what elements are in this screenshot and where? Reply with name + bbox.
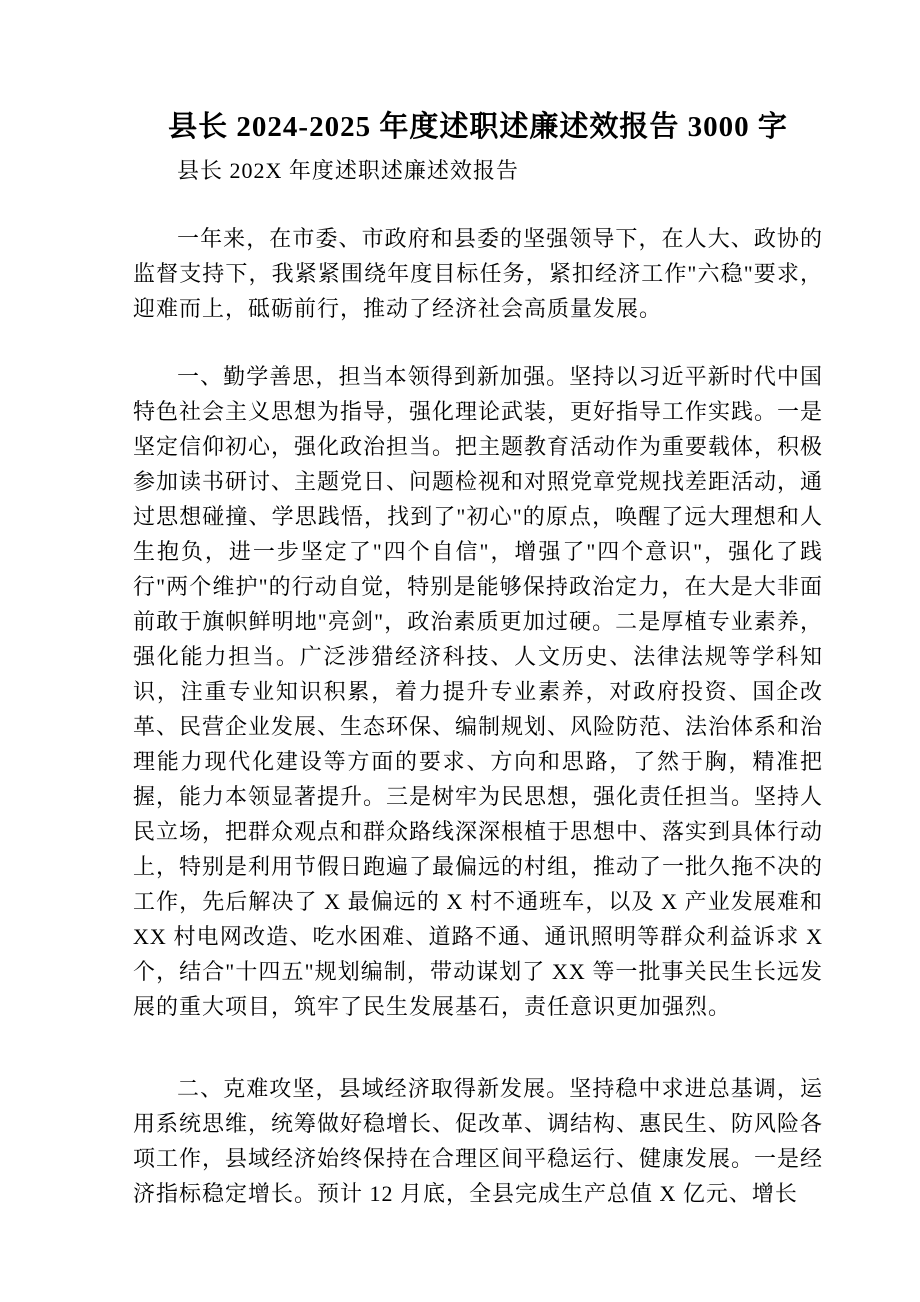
- page-title: 县长 2024-2025 年度述职述廉述效报告 3000 字: [168, 111, 788, 143]
- paragraph-section-1: 一、勤学善思，担当本领得到新加强。坚持以习近平新时代中国特色社会主义思想为指导，强化理论武装，更好指导工作实践。一是坚定信仰初心，强化政治担当。把主题教育活动作为重要载体，积极参加读书研讨、主题党日、问题检视和对照党章党规找差距活动，通过思想碰撞、学思践悟，找到了"初心"的原点，唤醒了远大理想和人生抱负，进一步坚定了"四个自信"，增强了"四个意识"，强化了践行"两个维护"的行动自觉，特别是能够保持政治定力，在大是大非面前敢于旗帜鲜明地"亮剑"，政治素质更加过硬。二是厚植专业素养，强化能力担当。广泛涉猎经济科技、人文历史、法律法规等学科知识，注重专业知识积累，着力提升专业素养，对政府投资、国企改革、民营企业发展、生态环保、编制规划、风险防范、法治体系和治理能力现代化建设等方面的要求、方向和思路，了然于胸，精准把握，能力本领显著提升。三是树牢为民思想，强化责任担当。坚持人民立场，把群众观点和群众路线深深根植于思想中、落实到具体行动上，特别是利用节假日跑遍了最偏远的村组，推动了一批久拖不决的工作，先后解决了 X 最偏远的 X 村不通班车，以及 X 产业发展难和 XX 村电网改造、吃水困难、道路不通、通讯照明等群众利益诉求 X 个，结合"十四五"规划编制，带动谋划了 XX 等一批事关民生长远发展的重大项目，筑牢了民生发展基石，责任意识更加强烈。: [133, 364, 824, 1019]
- document-subtitle: 县长 202X 年度述职述廉述效报告: [177, 158, 519, 183]
- paragraph-section-2: 二、克难攻坚，县域经济取得新发展。坚持稳中求进总基调，运用系统思维，统筹做好稳增长、促改革、调结构、惠民生、防风险各项工作，县域经济始终保持在合理区间平稳运行、健康发展。一是经济指标稳定增长。预计 12 月底，全县完成生产总值 X 亿元、增长: [133, 1076, 824, 1206]
- paragraph-intro: 一年来，在市委、市政府和县委的坚强领导下，在人大、政协的监督支持下，我紧紧围绕年度目标任务，紧扣经济工作"六稳"要求，迎难而上，砥砺前行，推动了经济社会高质量发展。: [133, 226, 823, 321]
